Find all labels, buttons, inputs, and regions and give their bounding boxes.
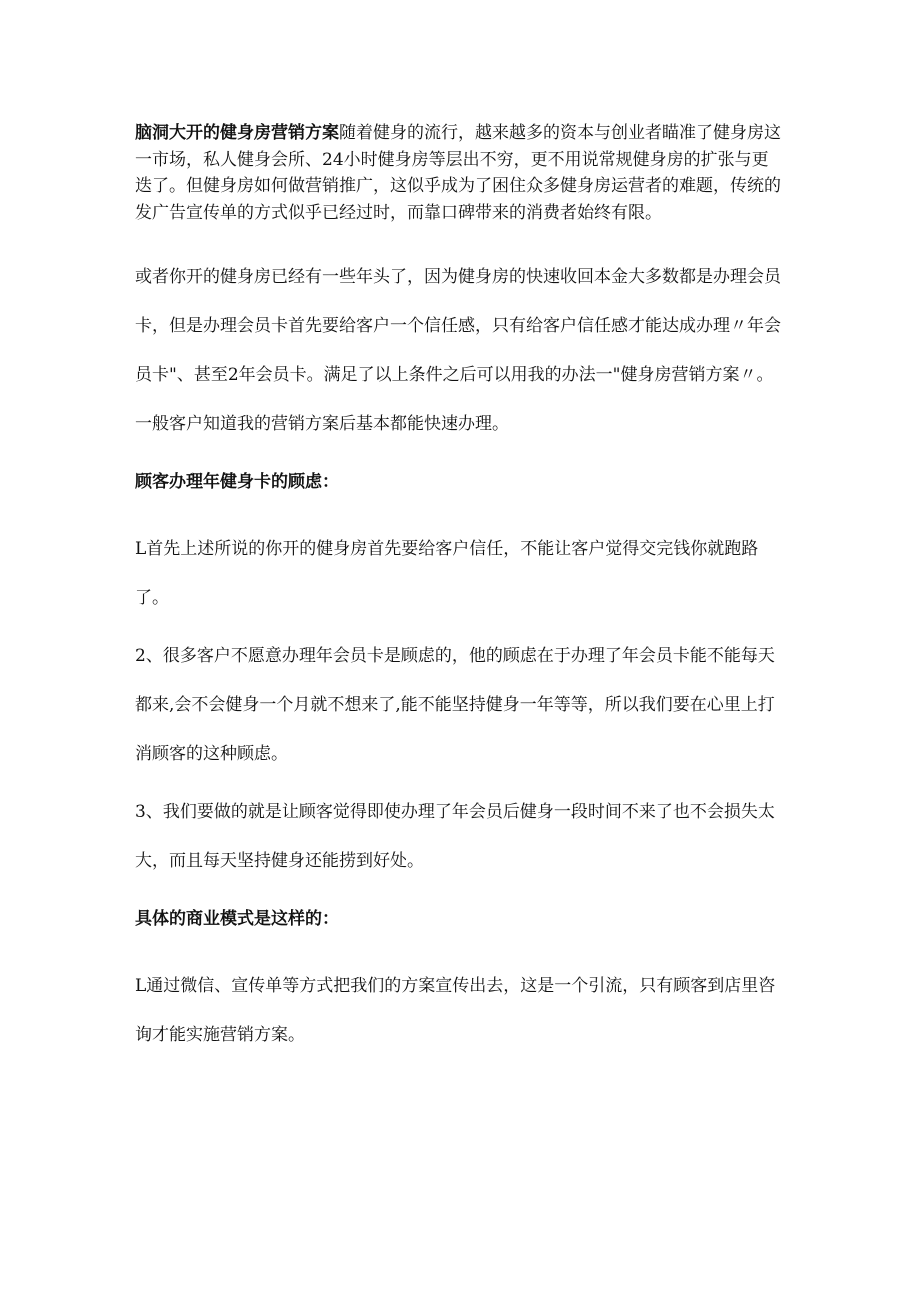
list-item-model-1: L通过微信、宣传单等方式把我们的方案宣传出去，这是一个引流，只有顾客到店里咨询才能实施营销方案。: [135, 976, 776, 1045]
list-item-concern-3: 3、我们要做的就是让顾客觉得即使办理了年会员后健身一段时间不来了也不会损失太大，而且每天坚持健身还能捞到好处。: [135, 802, 775, 871]
section-heading-concerns: 顾客办理年健身卡的顾虑：: [135, 472, 339, 492]
paragraph-membership: 或者你开的健身房已经有一些年头了，因为健身房的快速收回本金大多数都是办理会员卡，但是办理会员卡首先要给客户一个信任感，只有给客户信任感才能达成办理〃年会员卡"、甚至2年会员卡。满足了以上条件之后可以用我的办法一"健身房营销方案〃。一般客户知道我的营销方案后基本都能快速办理。: [135, 267, 781, 434]
list-item-concern-2: 2、很多客户不愿意办理年会员卡是顾虑的，他的顾虑在于办理了年会员卡能不能每天都来,会不会健身一个月就不想来了,能不能坚持健身一年等等，所以我们要在心里上打消顾客的这种顾虑。: [135, 646, 775, 764]
document-title: 脑洞大开的健身房营销方案: [135, 123, 339, 143]
list-item-concern-1: L首先上述所说的你开的健身房首先要给客户信任，不能让客户觉得交完钱你就跑路了。: [135, 539, 759, 608]
intro-paragraph: [135, 120, 785, 226]
document-body: [135, 120, 785, 1069]
section-heading-business-model: 具体的商业模式是这样的：: [135, 909, 339, 929]
intro-text: 随着健身的流行，越来越多的资本与创业者瞄准了健身房这一市场，私人健身会所、24小时健身房等层出不穷，更不用说常规健身房的扩张与更迭了。但健身房如何做营销推广，这似乎成为了困住众多健身房运营者的难题，传统的发广告宣传单的方式似乎已经过时，而靠口碑带来的消费者始终有限。: [135, 123, 781, 223]
